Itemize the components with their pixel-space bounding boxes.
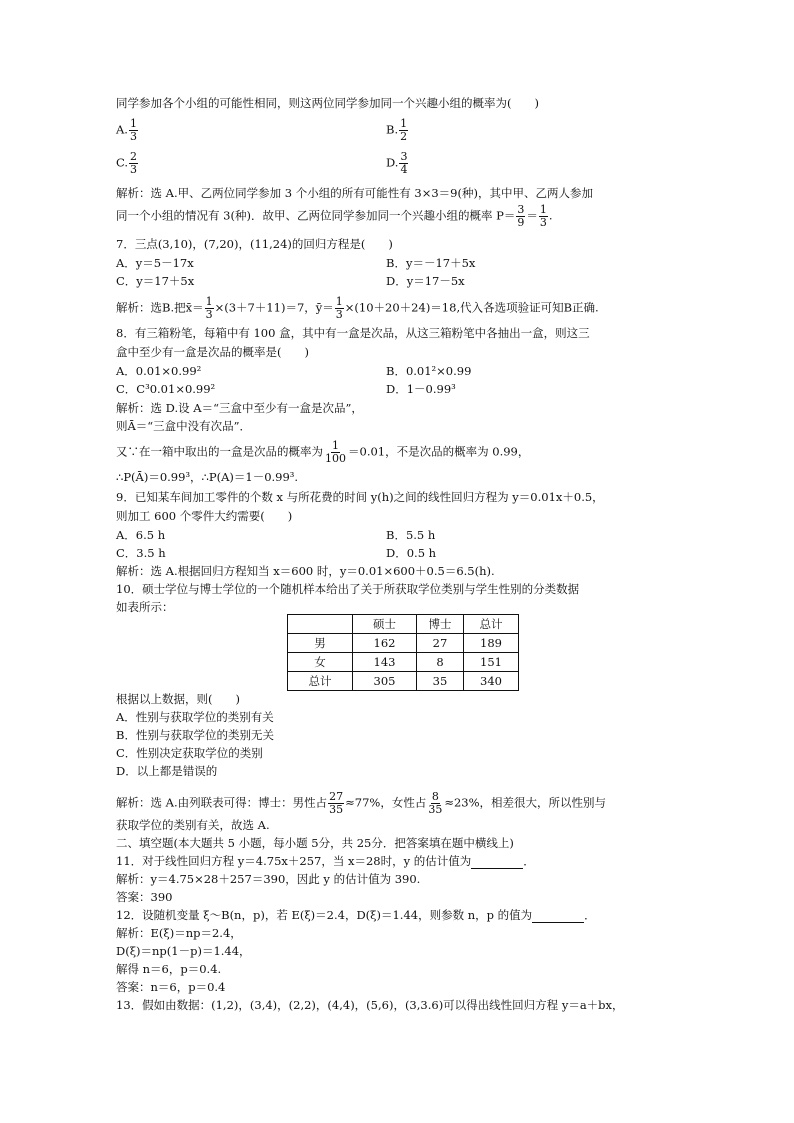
q12-solution-line3: 解得 n＝6，p＝0.4. — [116, 962, 222, 976]
q6-option-d[interactable]: D. $\frac{3}{4}$ — [386, 150, 408, 176]
section-heading: 二、填空题(本大题共 5 小题，每小题 5分，共 25分．把答案填在题中横线上) — [116, 836, 514, 850]
table-cell: 35 — [417, 672, 464, 691]
q9-stem-line1: 9．已知某车间加工零件的个数 x 与所花费的时间 y(h)之间的线性回归方程为 y＝0.01x＋0.5， — [116, 490, 604, 504]
q8-option-b[interactable]: B．0.01²×0.99 — [386, 364, 472, 378]
q8-solution-line3: 又∵在一箱中取出的一盒是次品的概率为 $\frac{1}{100}$ ＝0.01，不是次品的概率为 0.99， — [116, 439, 530, 465]
q10-solution-line1: 解析：选 A.由列联表可得：博士：男性占 $\frac{27}{35}$ ≈77%，女性占 $\frac{8}{35}$ ≈23%，相差很大，所以性别与 — [116, 790, 607, 816]
q7-solution: 解析：选B.把x̄＝ $\frac{1}{3}$ ×(3＋7＋11)＝7，ȳ＝ $\frac{1}{3}$ ×(10＋20＋24)＝18,代入各选项验证可知B正确. — [116, 295, 599, 321]
q6-option-a[interactable]: A. $\frac{1}{3}$ — [116, 117, 137, 143]
q9-option-a[interactable]: A．6.5 h — [116, 528, 166, 542]
q10-option-b[interactable]: B．性别与获取学位的类别无关 — [116, 728, 274, 742]
q9-stem-line2: 则加工 600 个零件大约需要( ) — [116, 509, 293, 523]
q9-option-c[interactable]: C．3.5 h — [116, 546, 166, 560]
table-header-cell: 硕士 — [353, 615, 417, 634]
fraction: $\frac{1}{100}$ — [325, 439, 346, 465]
q11-stem: 11．对于线性回归方程 y＝4.75x＋257，当 x＝28时，y 的估计值为 ． — [116, 854, 535, 868]
q6-solution-line2: 同一个小组的情况有 3(种)．故甲、乙两位同学参加同一个兴趣小组的概率 P＝ $\frac{3}{9}$ ＝ $\frac{1}{3}$ . — [116, 203, 553, 229]
table-header-cell: 总计 — [464, 615, 519, 634]
q9-option-d[interactable]: D．0.5 h — [386, 546, 437, 560]
q12-solution-line1: 解析：E(ξ)＝np＝2.4， — [116, 926, 242, 940]
q10-solution-line2: 获取学位的类别有关，故选 A. — [116, 818, 270, 832]
table-header-cell: 博士 — [417, 615, 464, 634]
fraction: $\frac{8}{35}$ — [428, 790, 443, 816]
q12-answer: 答案：n＝6，p＝0.4 — [116, 980, 226, 994]
fraction: $\frac{1}{2}$ — [400, 117, 408, 143]
table-row — [288, 653, 519, 672]
q8-solution-line2: 则Ā＝“三盒中没有次品”． — [116, 419, 252, 433]
q10-option-c[interactable]: C．性别决定获取学位的类别 — [116, 746, 263, 760]
fraction: $\frac{1}{3}$ — [539, 203, 547, 229]
table-header-cell — [288, 615, 353, 634]
table-header-row — [288, 615, 519, 634]
fraction: $\frac{1}{3}$ — [129, 117, 137, 143]
table-cell: 8 — [417, 653, 464, 672]
q11-solution: 解析：y＝4.75×28＋257＝390，因此 y 的估计值为 390. — [116, 872, 421, 886]
table-row — [288, 672, 519, 691]
q11-answer: 答案：390 — [116, 890, 173, 904]
fraction: $\frac{3}{9}$ — [517, 203, 525, 229]
table-cell: 340 — [464, 672, 519, 691]
answer-blank[interactable] — [532, 911, 584, 923]
table-cell: 女 — [288, 653, 353, 672]
q8-stem-line1: 8．有三箱粉笔，每箱中有 100 盒，其中有一盒是次品，从这三箱粉笔中各抽出一盒，则这三 — [116, 326, 590, 340]
q6-solution-line1: 解析：选 A.甲、乙两位同学参加 3 个小组的所有可能性有 3×3＝9(种)，其中甲、乙两人参加 — [116, 186, 593, 200]
fraction: $\frac{1}{3}$ — [205, 295, 213, 321]
q12-solution-line2: D(ξ)＝np(1－p)＝1.44， — [116, 944, 251, 958]
q9-solution: 解析：选 A.根据回归方程知当 x＝600 时，y＝0.01×600＋0.5＝6.5(h). — [116, 564, 495, 578]
q8-solution-line1: 解析：选 D.设 A＝“三盒中至少有一盒是次品”， — [116, 401, 363, 415]
fraction: $\frac{2}{3}$ — [130, 150, 138, 176]
q10-after-table: 根据以上数据，则( ) — [116, 692, 240, 706]
q8-option-d[interactable]: D．1－0.99³ — [386, 382, 456, 396]
table-cell: 143 — [353, 653, 417, 672]
contingency-table — [287, 614, 519, 691]
q7-option-c[interactable]: C．y＝17＋5x — [116, 274, 195, 288]
table-cell: 305 — [353, 672, 417, 691]
table-cell: 总计 — [288, 672, 353, 691]
answer-blank[interactable] — [471, 857, 523, 869]
q10-option-a[interactable]: A．性别与获取学位的类别有关 — [116, 710, 274, 724]
q9-option-b[interactable]: B．5.5 h — [386, 528, 436, 542]
table-cell: 189 — [464, 634, 519, 653]
table-cell: 162 — [353, 634, 417, 653]
q7-option-d[interactable]: D．y＝17－5x — [386, 274, 465, 288]
q13-stem: 13．假如由数据：(1,2)，(3,4)，(2,2)，(4,4)，(5,6)，(3,3.6)可以得出线性回归方程 y＝a＋bx， — [116, 998, 624, 1012]
q6-option-b[interactable]: B. $\frac{1}{2}$ — [386, 117, 408, 143]
q10-stem-line2: 如表所示： — [116, 600, 174, 614]
table-cell: 男 — [288, 634, 353, 653]
fraction: $\frac{3}{4}$ — [400, 150, 408, 176]
q10-option-d[interactable]: D．以上都是错误的 — [116, 764, 218, 778]
q12-stem: 12．设随机变量 ξ～B(n，p)，若 E(ξ)＝2.4，D(ξ)＝1.44，则参数 n，p 的值为 ． — [116, 908, 596, 922]
q10-stem-line1: 10．硕士学位与博士学位的一个随机样本给出了关于所获取学位类别与学生性别的分类数据 — [116, 582, 580, 596]
table-cell: 151 — [464, 653, 519, 672]
q7-option-b[interactable]: B．y＝－17＋5x — [386, 256, 476, 270]
q6-stem: 同学参加各个小组的可能性相同，则这两位同学参加同一个兴趣小组的概率为( ) — [116, 96, 539, 110]
q7-option-a[interactable]: A．y＝5－17x — [116, 256, 194, 270]
fraction: $\frac{1}{3}$ — [335, 295, 343, 321]
q8-option-a[interactable]: A．0.01×0.99² — [116, 364, 202, 378]
q8-stem-line2: 盒中至少有一盒是次品的概率是( ) — [116, 345, 309, 359]
table-row — [288, 634, 519, 653]
q7-stem: 7．三点(3,10)，(7,20)，(11,24)的回归方程是( ) — [116, 237, 393, 251]
q6-option-c[interactable]: C. $\frac{2}{3}$ — [116, 150, 138, 176]
q8-solution-line4: ∴P(Ā)＝0.99³，∴P(A)＝1－0.99³. — [116, 470, 299, 484]
fraction: $\frac{27}{35}$ — [329, 790, 344, 816]
q8-option-c[interactable]: C．C³0.01×0.99² — [116, 382, 216, 396]
table-cell: 27 — [417, 634, 464, 653]
